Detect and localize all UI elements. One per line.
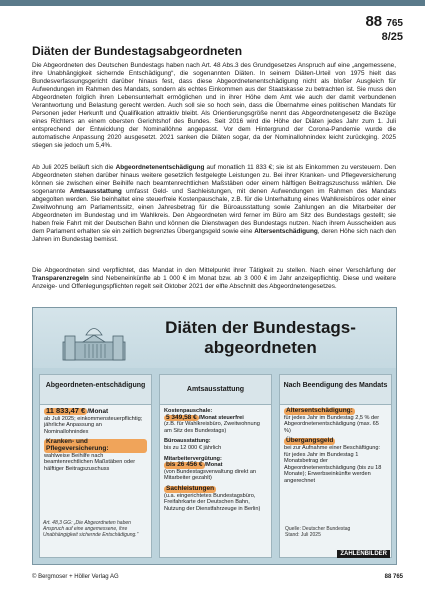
body-paragraph-1: Die Abgeordneten des Deutschen Bundestags haben nach Art. 48 Abs.3 des Grundgesetzes Anspruch auf eine „angemessene, ihre Unabhängigkeit sichernde Entschädigung“, die sogenannten Diäten. In seinem Diäten-Urteil von 1975 hielt das Bundesverfassungsgericht darüber hinaus fest, dass diese Abgeordnetenentschädigung nicht als bloßer Ausgleich für Aufwendungen im Rahmen des Mandats, sondern als echtes Einkommen aus der Staatskasse zu betrachten ist. Sie muss den Abgeordneten folglich ihren Lebensunterhalt ermöglichen und in ihrer Höhe dem Amt wie auch der damit verbundenen Verantwortung und Belastung gerecht werden. Auch soll sie so hoch sein, dass die Übernahme eines politischen Mandats für Personen jeder Herkunft und Qualifikation attraktiv bleibt. Als Orientierungsgröße nennt das Abgeordnetengesetz die Bezüge eines Richters an einem obersten Gerichtshof des Bundes. Seit 2016 wird die Höhe der Diäten jedes Jahr zum 1. Juli entsprechend der Entwicklung der Nominallöhne angepasst. Vor dem Hintergrund der Corona-Pandemie wurde die automatische Anpassung 2020 ausgesetzt. 2021 sanken die Diäten sogar, da der Nominallohnindex leicht zurückging. 2025 stiegen sie jedoch um 5,4%. bbox=[32, 62, 396, 149]
top-bar bbox=[0, 0, 425, 6]
kostenpauschale-amount: 5 349,58 € bbox=[166, 413, 197, 421]
altersentschaedigung-item: Altersentschädigung: für jedes Jahr im Bundestag 2,5 % der Abgeordnetenentschädigung (max. 65 %) bbox=[284, 407, 380, 434]
infographic-header bbox=[33, 308, 396, 368]
column-heading: Abgeordneten-entschädigung bbox=[40, 375, 151, 405]
versicherung-label: Kranken- und Pflegeversicherung: bbox=[44, 439, 147, 452]
footer-id: 88 765 bbox=[384, 574, 403, 580]
copyright: © Bergmoser + Höller Verlag AG bbox=[32, 574, 119, 580]
sachleistungen-item: Sachleistungen (u.a. eingerichtetes Bundestagsbüro, Freifahrkarte der Deutschen Bahn, Nutzung der Dienstfahrzeuge in Berlin) bbox=[164, 484, 261, 512]
column-amtsausstattung bbox=[159, 374, 272, 558]
bueroausstattung-item: Büroausstattung: bis zu 12 000 € jährlich bbox=[164, 438, 222, 451]
entschaedigung-amount: 11 833,47 € bbox=[46, 406, 86, 415]
body-paragraph-2: Ab Juli 2025 beläuft sich die Abgeordnetenentschädigung auf monatlich 11 833 €; sie ist als Einkommen zu versteuern. Den Abgeordneten stehen darüber hinaus weitere gesetzlich festgelegte Leistungen zu. Bei ihrer Kranken- und Pflegeversicherung können sie zwischen einer Beihilfe nach beamtenrechtlichen Maßstäben oder einem hälftigen Beitragszuschuss wählen. Die sogenannte Amtsausstattung umfasst Geld- und Sachleistungen, mit denen Aufwendungen im Rahmen des Mandats abgegolten werden. Sie beinhaltet eine steuerfreie Kostenpauschale, z.B. für die Unterhaltung eines Wahlkreisbüros oder einer Zweitwohnung am Parlamentssitz, einen Jahresbetrag für die Büroausstattung sowie Zahlungen an die Mitarbeiter der Abgeordneten im Bundestag und im Wahlkreis. Den Abgeordneten wird ferner im Büro am Sitz des Bundestags gestellt; sie haben freie Fahrt mit der Deutschen Bahn und können die Dienstwagen des Bundestags nutzen. Nach ihrem Ausscheiden aus dem Parlament erhalten sie ein zeitlich begrenztes Übergangsgeld sowie eine Altersentschädigung, deren Höhe sich nach den Jahren im Bundestag bemisst. bbox=[32, 164, 396, 243]
uebergangsgeld-item: Übergangsgeld bei zur Aufnahme einer Beschäftigung: für jedes Jahr im Bundestag 1 Monatsbetrag der Abgeordnetenentschädigung (bis zu 18 Monate); Erwerbseinkünfte werden angerechnet bbox=[284, 437, 382, 484]
zahlenbilder-logo: ZAHLENBILDER bbox=[337, 550, 390, 558]
kostenpauschale-item: Kostenpauschale: 5 349,58 € /Monat steuerfrei (z.B. für Wahlkreisbüro, Zweitwohnung am Sitz des Bundestags) bbox=[164, 408, 260, 434]
mitarbeiter-item: Mitarbeitervergütung: bis 26 456 € /Monat (von Bundestagsverwaltung direkt an Mitarbeiter gezahlt) bbox=[164, 455, 257, 482]
infographic bbox=[32, 307, 397, 565]
grundgesetz-quote: Art. 48,3 GG: „Die Abgeordneten haben Anspruch auf eine angemessene, ihre Unabhängigkeit sichernde Entschädigung.“ bbox=[43, 520, 139, 538]
footer bbox=[32, 574, 403, 584]
versicherung-desc: wahlweise Beihilfe nach beamtenrechtlichen Maßstäben oder hälftiger Beitragszuschuss bbox=[44, 452, 136, 472]
infographic-title: Diäten der Bundestags- abgeordneten bbox=[165, 318, 356, 357]
page-number: 88 765 bbox=[365, 13, 403, 30]
entschaedigung-item: 11 833,47 € /Monat ab Juli 2025; einkommensteuerpflichtig; jährliche Anpassung an Nominallohnindex bbox=[44, 408, 147, 435]
page-title: Diäten der Bundestagsabgeordneten bbox=[32, 44, 243, 58]
entschaedigung-desc: ab Juli 2025; einkommensteuerpflichtig; jährliche Anpassung an Nominallohnindex bbox=[44, 415, 143, 435]
source-note: Quelle: Deutscher Bundestag Stand: Juli 2025 bbox=[285, 526, 351, 538]
page-identifier bbox=[365, 14, 403, 43]
versicherung-item bbox=[44, 439, 147, 472]
column-heading: Nach Beendigung des Mandats bbox=[280, 375, 391, 405]
reichstag-building-icon bbox=[61, 322, 127, 362]
issue-number: 8/25 bbox=[381, 30, 403, 43]
mitarbeiter-amount: bis 26 456 € bbox=[166, 461, 203, 469]
body-paragraph-3: Die Abgeordneten sind verpflichtet, das Mandat in den Mittelpunkt ihrer Tätigkeit zu stellen. Nach einer Verschärfung der Transparenzregeln sind Nebeneinkünfte ab 1 000 € im Monat bzw. ab 3 000 € im Jahr anzeigepflichtig. Diese und weitere Anzeige- und Offenlegungspflichten regelt seit Oktober 2021 der elfte Abschnitt des Abgeordnetengesetzes. bbox=[32, 267, 396, 290]
column-heading: Amtsausstattung bbox=[160, 375, 271, 405]
